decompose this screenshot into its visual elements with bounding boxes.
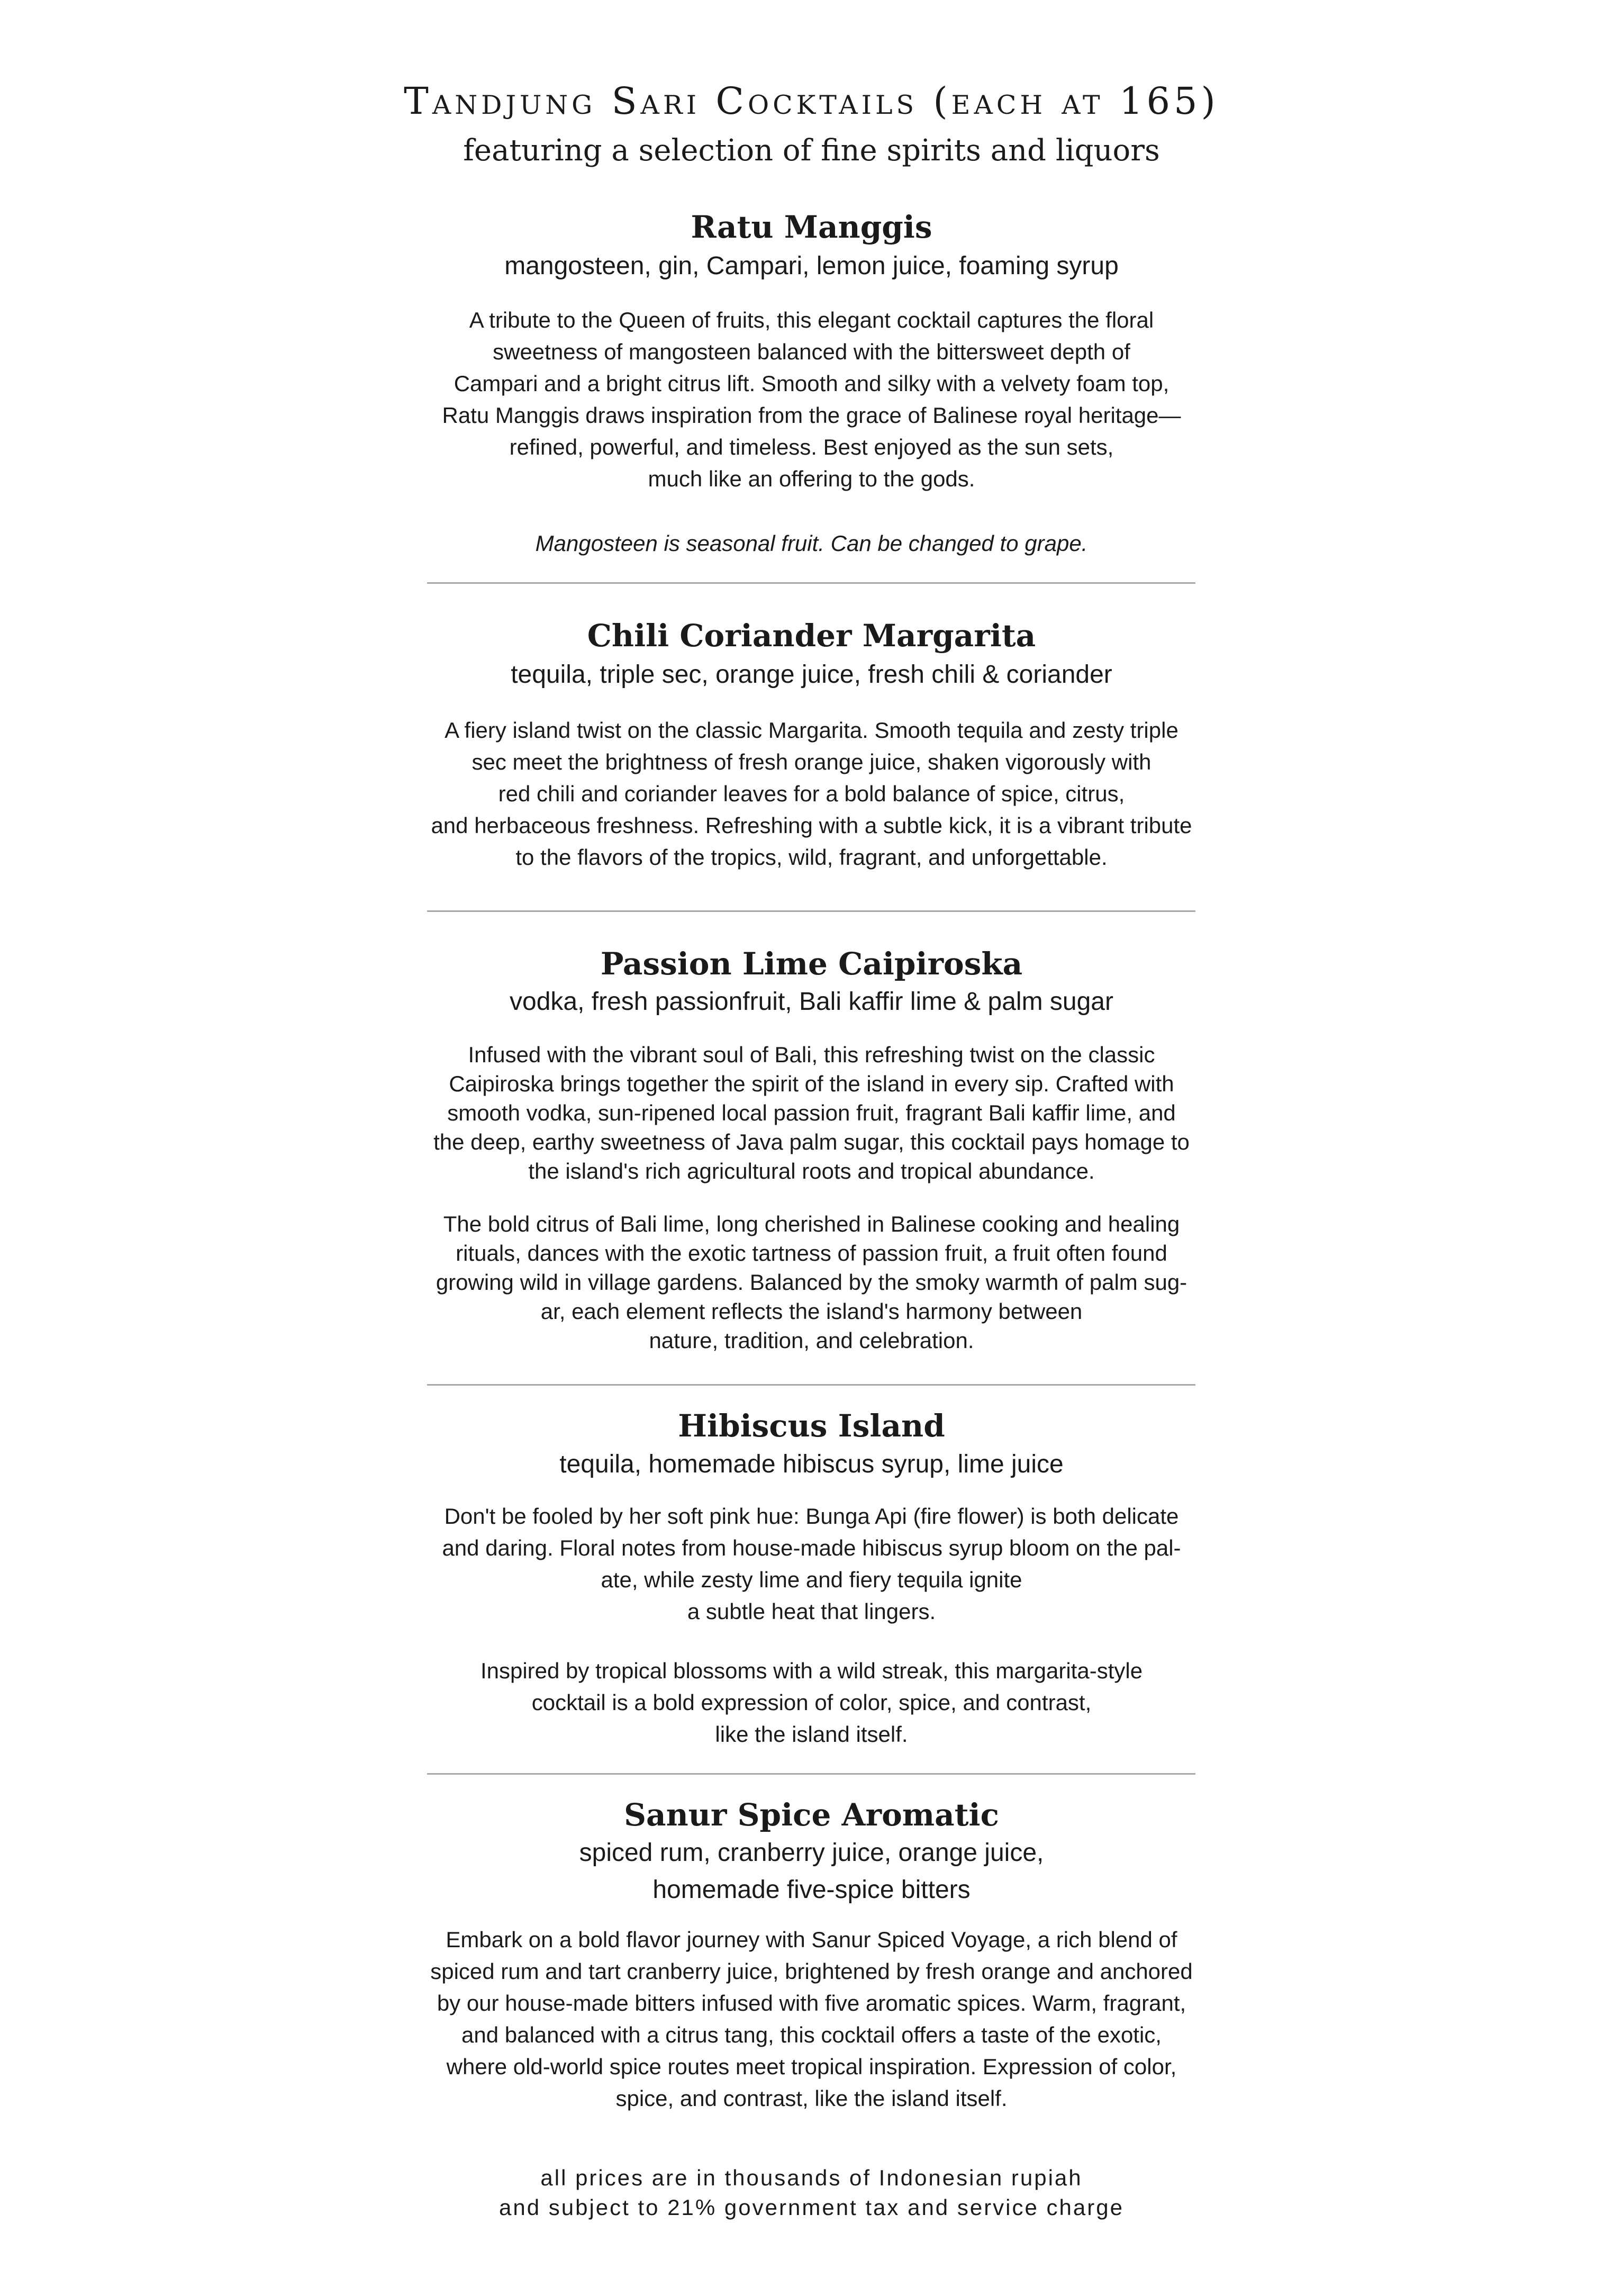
description-line: and daring. Floral notes from house-made hibiscus syrup bloom on the pal- bbox=[442, 1535, 1181, 1560]
description-line: nature, tradition, and celebration. bbox=[649, 1328, 974, 1353]
item-description bbox=[0, 1209, 1623, 1355]
menu-title bbox=[0, 79, 1623, 123]
item-ingredients: mangosteen, gin, Campari, lemon juice, foaming syrup bbox=[504, 252, 1119, 280]
item-name: Passion Lime Caipiroska bbox=[600, 946, 1023, 982]
description-line: smooth vodka, sun-ripened local passion fruit, fragrant Bali kaffir lime, and bbox=[447, 1100, 1176, 1125]
divider bbox=[427, 910, 1195, 912]
description-line: A tribute to the Queen of fruits, this elegant cocktail captures the floral bbox=[469, 308, 1154, 332]
description-line: where old-world spice routes meet tropical inspiration. Expression of color, bbox=[446, 2054, 1177, 2079]
description-line: by our house-made bitters infused with five aromatic spices. Warm, fragrant, bbox=[437, 1991, 1186, 2015]
item-ingredients bbox=[0, 1834, 1623, 1909]
description-line: and balanced with a citrus tang, this cocktail offers a taste of the exotic, bbox=[461, 2022, 1162, 2047]
item-ingredients: tequila, triple sec, orange juice, fresh chili & coriander bbox=[511, 661, 1112, 689]
menu-subtitle: featuring a selection of fine spirits and liquors bbox=[463, 133, 1160, 168]
item-name: Sanur Spice Aromatic bbox=[624, 1797, 999, 1833]
menu-title-text: Tandjung Sari Cocktails bbox=[404, 79, 918, 123]
description-line: cocktail is a bold expression of color, spice, and contrast, bbox=[531, 1690, 1092, 1715]
description-line: refined, powerful, and timeless. Best enjoyed as the sun sets, bbox=[509, 435, 1114, 459]
description-line: Ratu Manggis draws inspiration from the grace of Balinese royal heritage— bbox=[442, 403, 1181, 428]
footer-line: all prices are in thousands of Indonesian rupiah bbox=[540, 2165, 1083, 2190]
description-line: ate, while zesty lime and fiery tequila ignite bbox=[601, 1567, 1022, 1592]
description-line: Campari and a bright citrus lift. Smooth and silky with a velvety foam top, bbox=[454, 371, 1169, 396]
item-ingredients: tequila, homemade hibiscus syrup, lime juice bbox=[559, 1450, 1064, 1478]
description-line: like the island itself. bbox=[715, 1722, 908, 1747]
description-line: spiced rum and tart cranberry juice, brightened by fresh orange and anchored bbox=[430, 1959, 1193, 1984]
description-line: Caipiroska brings together the spirit of the island in every sip. Crafted with bbox=[449, 1071, 1174, 1096]
item-name: Hibiscus Island bbox=[678, 1408, 945, 1444]
description-line: a subtle heat that lingers. bbox=[687, 1599, 936, 1624]
description-line: red chili and coriander leaves for a bold balance of spice, citrus, bbox=[498, 781, 1125, 806]
description-line: A fiery island twist on the classic Margarita. Smooth tequila and zesty triple bbox=[445, 718, 1178, 743]
footer-line: and subject to 21% government tax and service charge bbox=[499, 2195, 1124, 2220]
description-line: the island's rich agricultural roots and tropical abundance. bbox=[528, 1159, 1095, 1183]
description-line: sec meet the brightness of fresh orange juice, shaken vigorously with bbox=[472, 749, 1151, 774]
description-line: much like an offering to the gods. bbox=[648, 466, 975, 491]
item-description bbox=[0, 1040, 1623, 1186]
ingredients-line: spiced rum, cranberry juice, orange juice, bbox=[579, 1839, 1044, 1867]
item-description bbox=[0, 304, 1623, 495]
description-line: growing wild in village gardens. Balanced by the smoky warmth of palm sug- bbox=[436, 1270, 1187, 1295]
description-line: The bold citrus of Bali lime, long cherished in Balinese cooking and healing bbox=[443, 1212, 1180, 1236]
description-line: Infused with the vibrant soul of Bali, this refreshing twist on the classic bbox=[468, 1042, 1155, 1067]
item-description bbox=[0, 1500, 1623, 1628]
description-line: and herbaceous freshness. Refreshing with a subtle kick, it is a vibrant tribute bbox=[431, 813, 1192, 838]
item-description bbox=[0, 1924, 1623, 2114]
item-ingredients: vodka, fresh passionfruit, Bali kaffir lime & palm sugar bbox=[510, 988, 1113, 1016]
item-description bbox=[0, 715, 1623, 873]
ingredients-line: homemade five-spice bitters bbox=[652, 1876, 971, 1904]
divider bbox=[427, 1384, 1195, 1386]
description-line: spice, and contrast, like the island itself. bbox=[615, 2086, 1008, 2111]
divider bbox=[427, 1773, 1195, 1775]
description-line: ar, each element reflects the island's harmony between bbox=[540, 1299, 1083, 1324]
menu-price-note: (each at 165) bbox=[933, 79, 1219, 123]
item-note: Mangosteen is seasonal fruit. Can be changed to grape. bbox=[535, 531, 1088, 556]
divider bbox=[427, 582, 1195, 584]
description-line: Embark on a bold flavor journey with Sanur Spiced Voyage, a rich blend of bbox=[446, 1927, 1177, 1952]
description-line: the deep, earthy sweetness of Java palm sugar, this cocktail pays homage to bbox=[433, 1129, 1190, 1154]
description-line: Don't be fooled by her soft pink hue: Bunga Api (fire flower) is both delicate bbox=[444, 1504, 1179, 1529]
description-line: rituals, dances with the exotic tartness of passion fruit, a fruit often found bbox=[456, 1241, 1167, 1265]
description-line: Inspired by tropical blossoms with a wild streak, this margarita-style bbox=[480, 1658, 1143, 1683]
description-line: sweetness of mangosteen balanced with the bittersweet depth of bbox=[493, 339, 1130, 364]
item-description bbox=[0, 1655, 1623, 1750]
description-line: to the flavors of the tropics, wild, fragrant, and unforgettable. bbox=[515, 845, 1108, 870]
item-name: Chili Coriander Margarita bbox=[587, 618, 1036, 654]
item-name: Ratu Manggis bbox=[691, 209, 932, 245]
price-footer bbox=[0, 2163, 1623, 2222]
